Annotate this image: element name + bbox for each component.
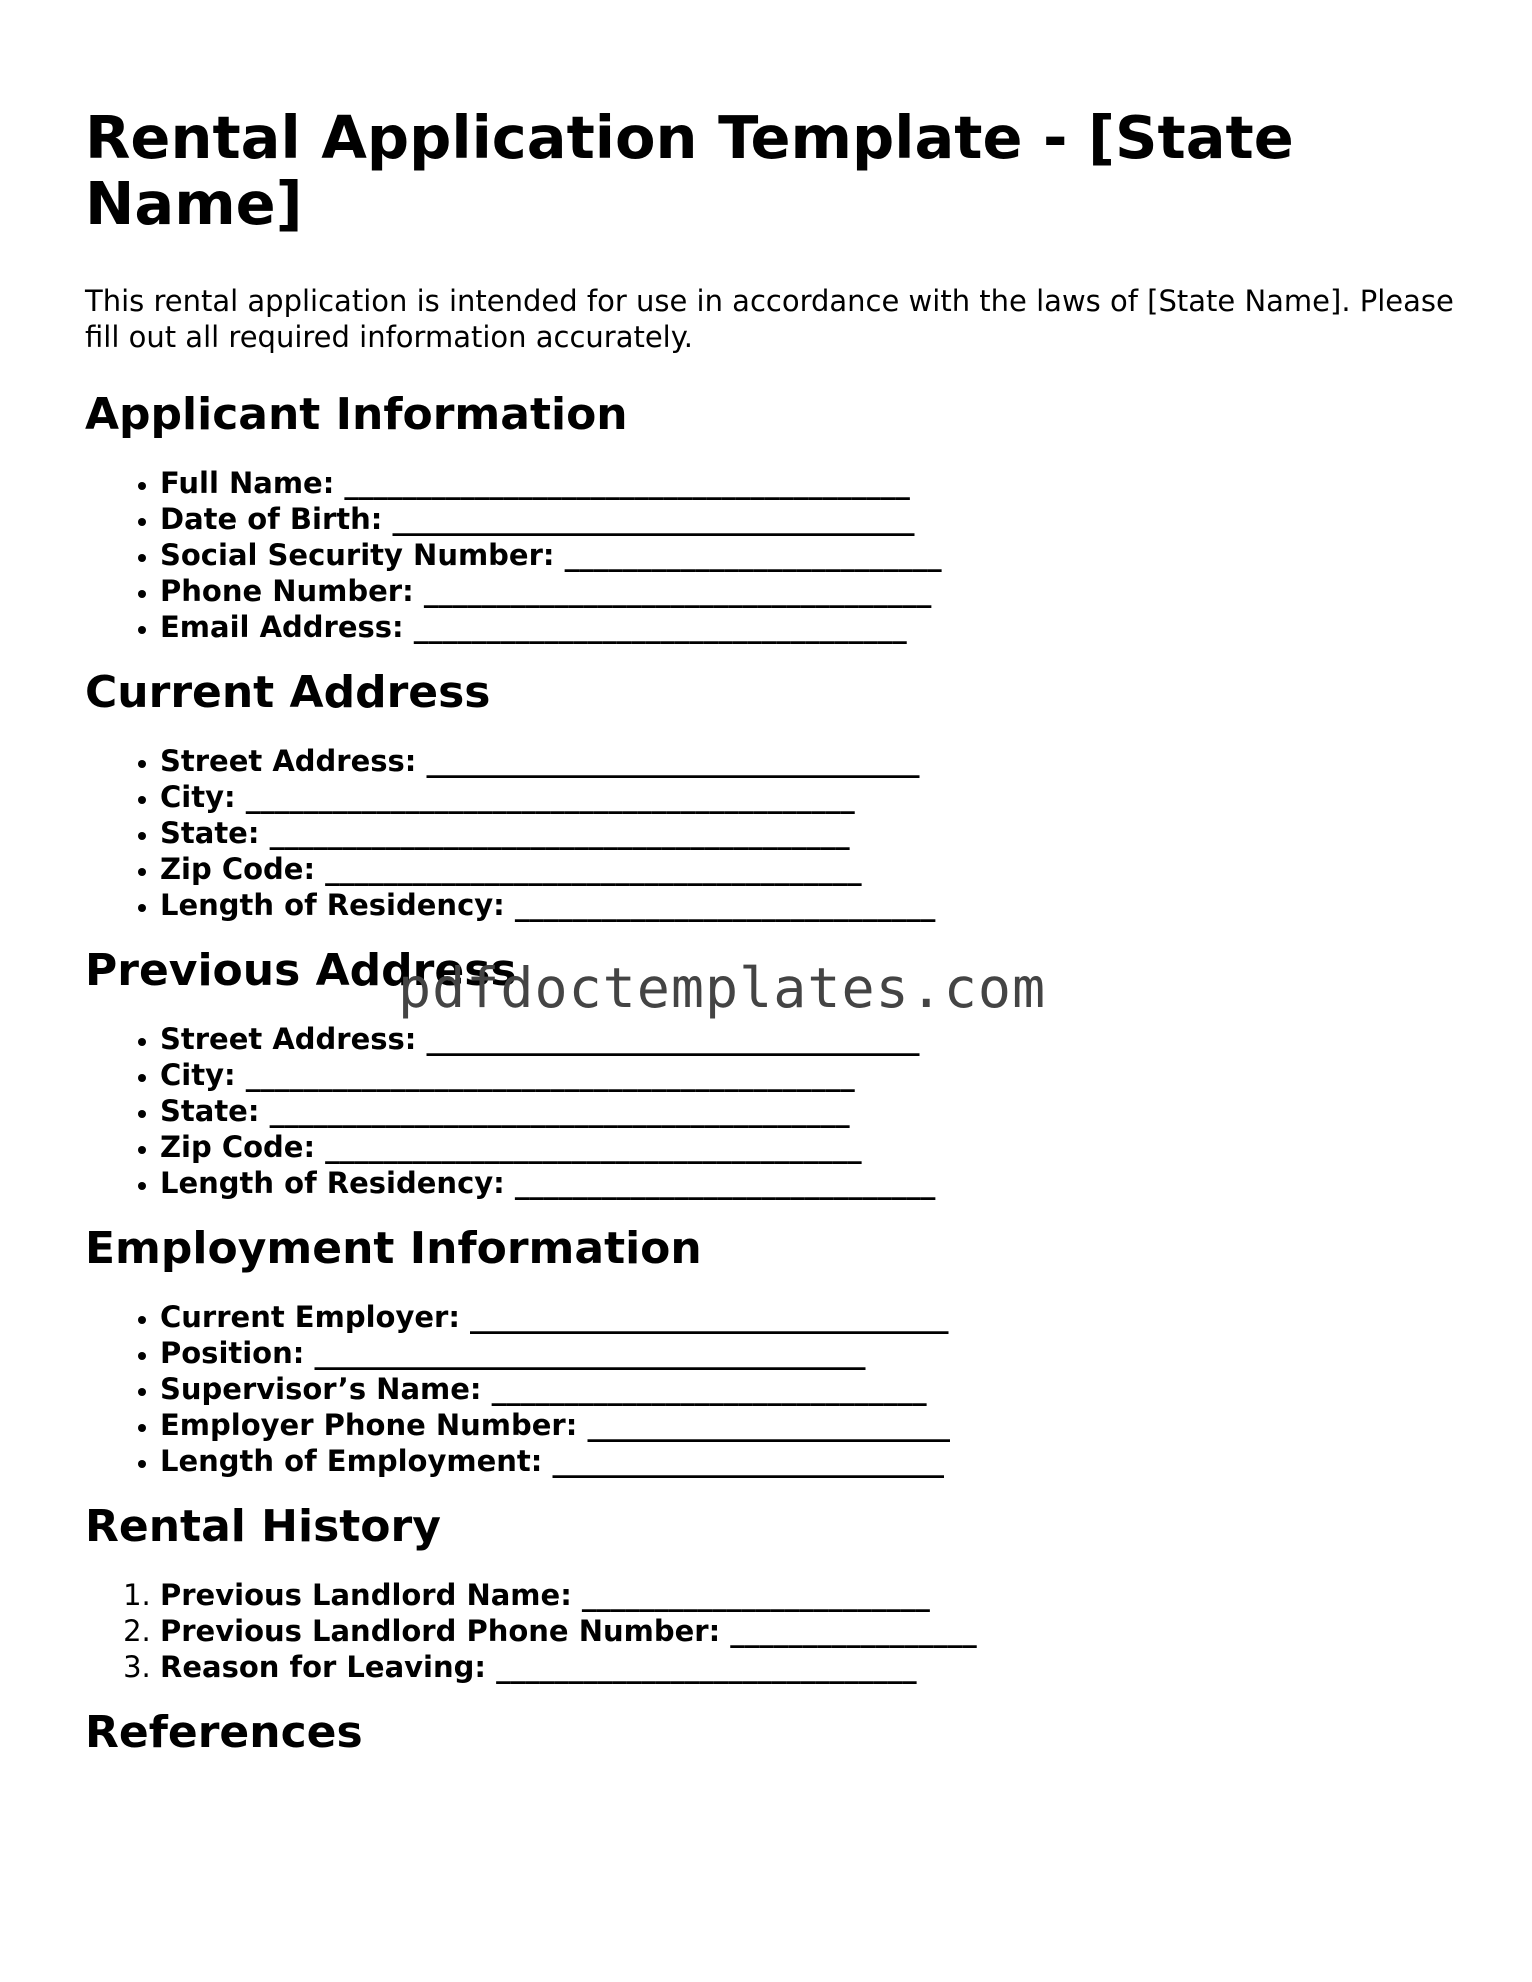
field-state: • State: ________________________________________	[160, 815, 1465, 851]
fill-blank[interactable]: _________________________	[587, 1408, 950, 1442]
fill-blank[interactable]: ___________________________	[552, 1444, 944, 1478]
document-title: Rental Application Template - [State Name]	[85, 103, 1294, 238]
fill-blank[interactable]: _____________________________________	[325, 852, 862, 886]
section-heading-employment: Employment Information	[85, 1223, 702, 1274]
field-previous-landlord-name: 1. Previous Landlord Name: ________________________	[160, 1577, 1465, 1613]
fill-blank[interactable]: _____________________________________	[325, 1130, 862, 1164]
field-street-address: • Street Address: __________________________________	[160, 1021, 1465, 1057]
fill-blank[interactable]: ___________________________________	[423, 574, 932, 608]
fill-blank[interactable]: __________________________________	[426, 744, 920, 778]
section-heading-rental-history: Rental History	[85, 1501, 441, 1552]
field-zip-code: • Zip Code: _____________________________________	[160, 1129, 1465, 1165]
field-employer-phone: • Employer Phone Number: _________________________	[160, 1407, 1465, 1443]
field-full-name: • Full Name: _______________________________________	[160, 465, 1465, 501]
fill-blank[interactable]: _____________________________	[514, 1166, 936, 1200]
watermark: pdfdoctemplates.com	[398, 956, 1047, 1020]
section-heading-current-address: Current Address	[85, 667, 491, 718]
fill-blank[interactable]: _________________________________	[470, 1300, 949, 1334]
fill-blank[interactable]: _____________________________	[514, 888, 936, 922]
employment-field-list	[85, 1299, 1465, 1479]
field-state: • State: ________________________________________	[160, 1093, 1465, 1129]
applicant-field-list	[85, 465, 1465, 645]
fill-blank[interactable]: __________________________________	[413, 610, 907, 644]
fill-blank[interactable]: ________________________________________	[269, 816, 850, 850]
section-heading-references: References	[85, 1707, 363, 1758]
document-page	[85, 105, 1465, 1758]
field-reason-for-leaving: 3. Reason for Leaving: _____________________________	[160, 1649, 1465, 1685]
field-length-of-residency: • Length of Residency: _____________________________	[160, 887, 1465, 923]
field-city: • City: __________________________________________	[160, 779, 1465, 815]
field-date-of-birth: • Date of Birth: ____________________________________	[160, 501, 1465, 537]
fill-blank[interactable]: ______________________________________	[314, 1336, 866, 1370]
field-previous-landlord-phone: 2. Previous Landlord Phone Number: _________________	[160, 1613, 1465, 1649]
field-ssn: • Social Security Number: __________________________	[160, 537, 1465, 573]
field-email-address: • Email Address: __________________________________	[160, 609, 1465, 645]
fill-blank[interactable]: ________________________	[581, 1578, 930, 1612]
field-street-address: • Street Address: __________________________________	[160, 743, 1465, 779]
fill-blank[interactable]: __________________________________	[426, 1022, 920, 1056]
fill-blank[interactable]: _________________	[730, 1614, 977, 1648]
previous-address-field-list	[85, 1021, 1465, 1201]
field-phone-number: • Phone Number: ___________________________________	[160, 573, 1465, 609]
field-supervisor-name: • Supervisor’s Name: ______________________________	[160, 1371, 1465, 1407]
fill-blank[interactable]: __________________________________________	[245, 780, 855, 814]
fill-blank[interactable]: ______________________________	[491, 1372, 927, 1406]
intro-paragraph: This rental application is intended for use in accordance with the laws of [State Name]. Please fill out all required information accurately.	[85, 284, 1454, 354]
rental-history-field-list	[85, 1577, 1465, 1685]
current-address-field-list	[85, 743, 1465, 923]
section-heading-previous-address: Previous Address	[85, 945, 517, 996]
fill-blank[interactable]: ____________________________________	[392, 502, 915, 536]
field-position: • Position: ______________________________________	[160, 1335, 1465, 1371]
fill-blank[interactable]: ________________________________________	[269, 1094, 850, 1128]
field-zip-code: • Zip Code: _____________________________________	[160, 851, 1465, 887]
field-city: • City: __________________________________________	[160, 1057, 1465, 1093]
section-heading-applicant: Applicant Information	[85, 389, 628, 440]
fill-blank[interactable]: _____________________________	[496, 1650, 917, 1684]
fill-blank[interactable]: __________________________________________	[245, 1058, 855, 1092]
field-length-of-residency: • Length of Residency: _____________________________	[160, 1165, 1465, 1201]
field-length-of-employment: • Length of Employment: ___________________________	[160, 1443, 1465, 1479]
fill-blank[interactable]: __________________________	[564, 538, 942, 572]
field-current-employer: • Current Employer: _________________________________	[160, 1299, 1465, 1335]
fill-blank[interactable]: _______________________________________	[344, 466, 910, 500]
